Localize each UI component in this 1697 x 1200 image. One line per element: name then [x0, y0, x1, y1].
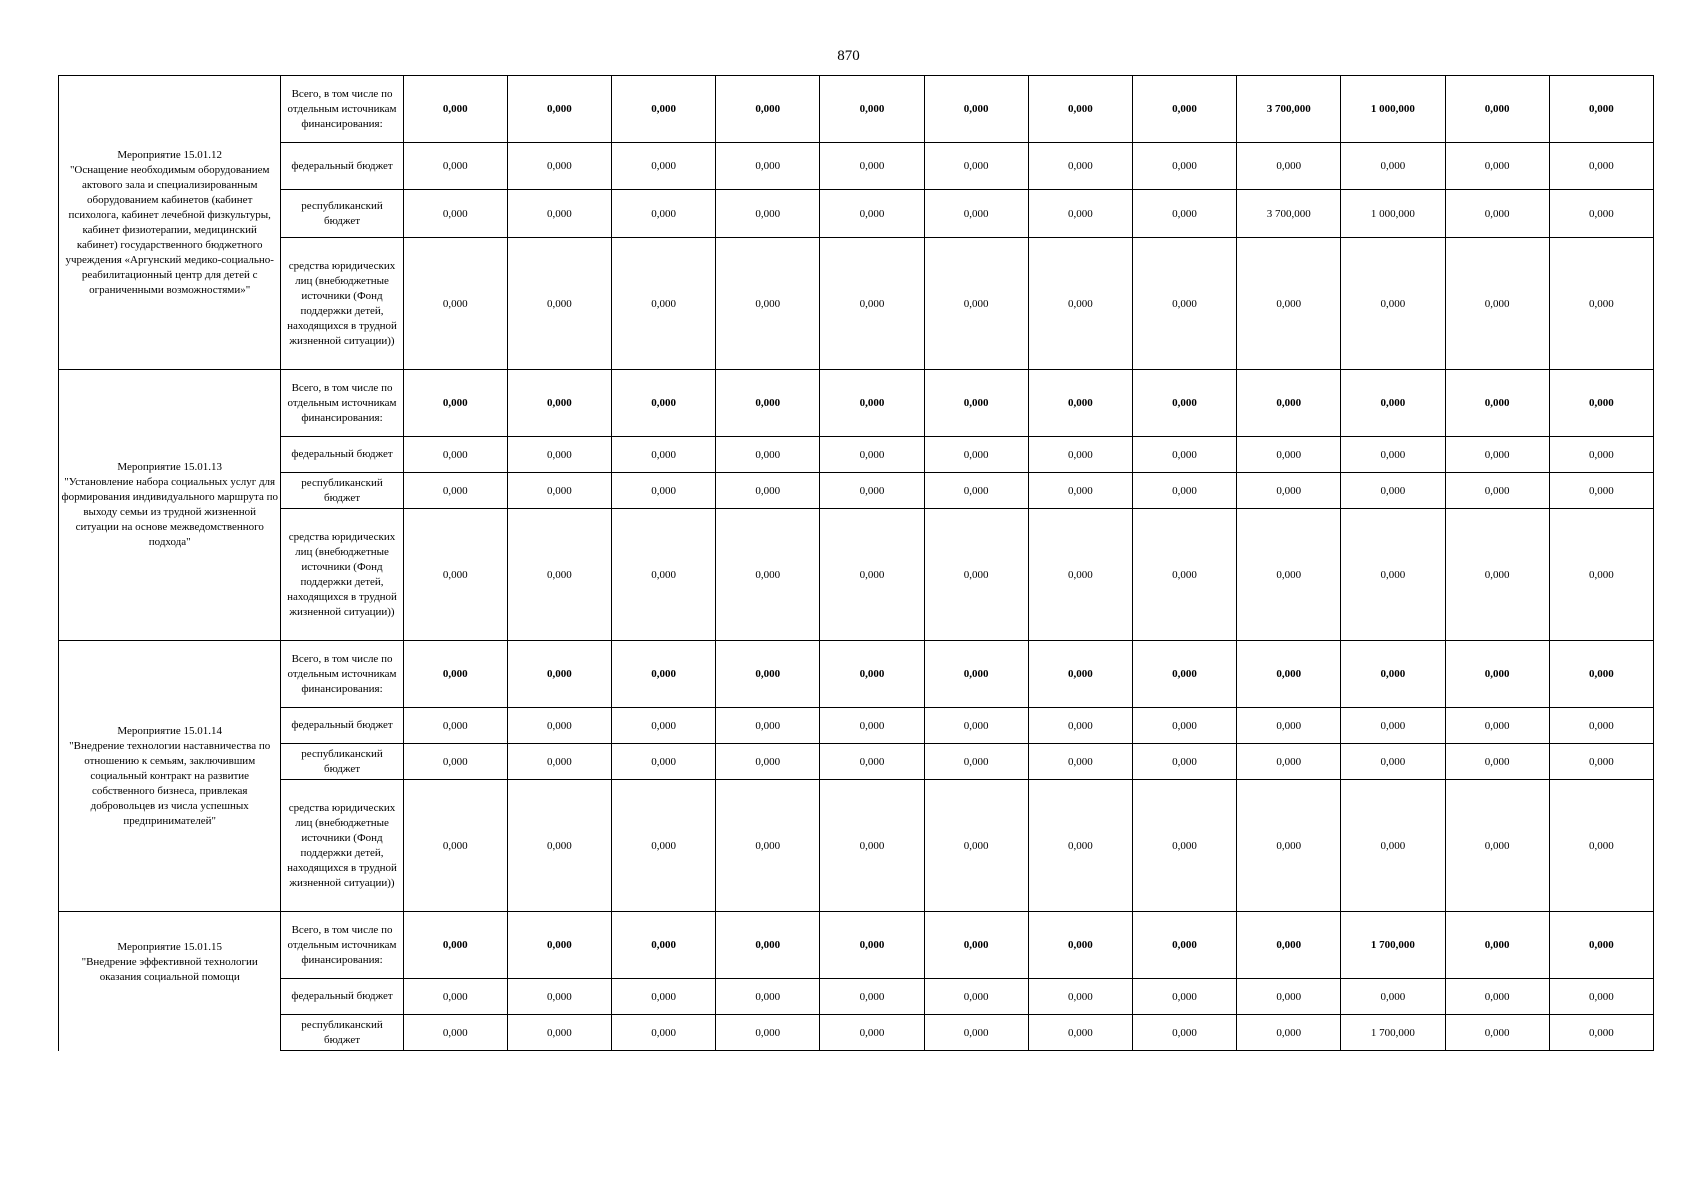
amount-cell: 0,000 — [1028, 1015, 1132, 1051]
amount-cell: 0,000 — [1341, 979, 1445, 1015]
amount-cell: 0,000 — [1237, 744, 1341, 780]
amount-cell: 0,000 — [924, 979, 1028, 1015]
amount-cell: 0,000 — [1341, 238, 1445, 370]
amount-cell: 0,000 — [507, 76, 611, 143]
amount-cell: 0,000 — [1445, 979, 1549, 1015]
amount-cell: 0,000 — [820, 190, 924, 238]
amount-cell: 0,000 — [1028, 912, 1132, 979]
funding-source-label: республиканский бюджет — [281, 190, 403, 238]
amount-cell: 0,000 — [1237, 912, 1341, 979]
amount-cell: 0,000 — [1132, 744, 1236, 780]
amount-cell: 0,000 — [1132, 238, 1236, 370]
amount-cell: 0,000 — [1237, 473, 1341, 509]
funding-row — [59, 190, 1654, 238]
amount-cell: 0,000 — [403, 437, 507, 473]
amount-cell: 0,000 — [716, 641, 820, 708]
amount-cell: 0,000 — [1028, 437, 1132, 473]
amount-cell: 0,000 — [612, 780, 716, 912]
amount-cell: 0,000 — [1549, 708, 1653, 744]
amount-cell: 0,000 — [507, 1015, 611, 1051]
amount-cell: 0,000 — [1237, 370, 1341, 437]
amount-cell: 0,000 — [1445, 76, 1549, 143]
amount-cell: 1 700,000 — [1341, 1015, 1445, 1051]
funding-source-label: средства юридических лиц (внебюджетные источники (Фонд поддержки детей, находящихся в трудной жизненной ситуации)) — [281, 238, 403, 370]
funding-source-label: средства юридических лиц (внебюджетные источники (Фонд поддержки детей, находящихся в трудной жизненной ситуации)) — [281, 780, 403, 912]
amount-cell: 0,000 — [716, 190, 820, 238]
amount-cell: 0,000 — [716, 912, 820, 979]
amount-cell: 0,000 — [1341, 780, 1445, 912]
amount-cell: 0,000 — [403, 708, 507, 744]
amount-cell: 0,000 — [1132, 912, 1236, 979]
amount-cell: 0,000 — [403, 641, 507, 708]
amount-cell: 1 000,000 — [1341, 76, 1445, 143]
amount-cell: 0,000 — [1445, 509, 1549, 641]
amount-cell: 0,000 — [403, 473, 507, 509]
funding-row — [59, 76, 1654, 143]
page-number: 870 — [837, 48, 860, 64]
funding-row — [59, 1015, 1654, 1051]
amount-cell: 0,000 — [1549, 473, 1653, 509]
amount-cell: 0,000 — [403, 370, 507, 437]
funding-source-label: республиканский бюджет — [281, 1015, 403, 1051]
funding-row — [59, 744, 1654, 780]
amount-cell: 0,000 — [1445, 641, 1549, 708]
amount-cell: 0,000 — [403, 1015, 507, 1051]
amount-cell: 0,000 — [507, 190, 611, 238]
funding-row — [59, 641, 1654, 708]
amount-cell: 0,000 — [1132, 509, 1236, 641]
amount-cell: 0,000 — [1549, 143, 1653, 190]
amount-cell: 0,000 — [820, 143, 924, 190]
amount-cell: 0,000 — [1549, 190, 1653, 238]
amount-cell: 0,000 — [1445, 912, 1549, 979]
amount-cell: 0,000 — [1132, 979, 1236, 1015]
funding-source-label: Всего, в том числе по отдельным источникам финансирования: — [281, 912, 403, 979]
amount-cell: 0,000 — [924, 238, 1028, 370]
amount-cell: 0,000 — [716, 143, 820, 190]
amount-cell: 0,000 — [820, 437, 924, 473]
amount-cell: 0,000 — [1132, 437, 1236, 473]
amount-cell: 0,000 — [612, 437, 716, 473]
amount-cell: 0,000 — [1549, 238, 1653, 370]
amount-cell: 0,000 — [716, 437, 820, 473]
amount-cell: 0,000 — [1028, 238, 1132, 370]
amount-cell: 0,000 — [507, 912, 611, 979]
amount-cell: 0,000 — [1237, 1015, 1341, 1051]
amount-cell: 0,000 — [1132, 76, 1236, 143]
amount-cell: 0,000 — [403, 238, 507, 370]
amount-cell: 0,000 — [1549, 76, 1653, 143]
amount-cell: 0,000 — [716, 509, 820, 641]
amount-cell: 0,000 — [403, 509, 507, 641]
amount-cell: 0,000 — [1132, 143, 1236, 190]
amount-cell: 0,000 — [1028, 190, 1132, 238]
amount-cell: 0,000 — [716, 780, 820, 912]
funding-source-label: республиканский бюджет — [281, 744, 403, 780]
amount-cell: 0,000 — [820, 744, 924, 780]
amount-cell: 0,000 — [612, 370, 716, 437]
amount-cell: 0,000 — [820, 1015, 924, 1051]
amount-cell: 0,000 — [1028, 76, 1132, 143]
amount-cell: 0,000 — [1445, 190, 1549, 238]
amount-cell: 0,000 — [1237, 143, 1341, 190]
amount-cell: 1 000,000 — [1341, 190, 1445, 238]
funding-table — [58, 75, 1654, 1051]
amount-cell: 0,000 — [1132, 780, 1236, 912]
funding-row — [59, 437, 1654, 473]
funding-row — [59, 238, 1654, 370]
amount-cell: 0,000 — [1132, 370, 1236, 437]
funding-source-label: федеральный бюджет — [281, 979, 403, 1015]
amount-cell: 0,000 — [924, 1015, 1028, 1051]
funding-source-label: федеральный бюджет — [281, 708, 403, 744]
amount-cell: 0,000 — [924, 509, 1028, 641]
funding-row — [59, 912, 1654, 979]
event-title: Мероприятие 15.01.12 "Оснащение необходимым оборудованием актового зала и специализированным оборудованием кабинетов (кабинет психолога, кабинет лечебной физкультуры, кабинет физиотерапии, медицинский кабинет) государственного бюджетного учреждения «Аргунский медико-социально-реабилитационный центр для детей с ограниченными возможностями»" — [59, 76, 281, 370]
amount-cell: 0,000 — [716, 370, 820, 437]
amount-cell: 0,000 — [1445, 1015, 1549, 1051]
amount-cell: 0,000 — [403, 780, 507, 912]
amount-cell: 0,000 — [1341, 143, 1445, 190]
amount-cell: 0,000 — [507, 370, 611, 437]
amount-cell: 0,000 — [1237, 979, 1341, 1015]
amount-cell: 0,000 — [1445, 370, 1549, 437]
funding-row — [59, 509, 1654, 641]
funding-source-label: республиканский бюджет — [281, 473, 403, 509]
amount-cell: 0,000 — [1549, 979, 1653, 1015]
amount-cell: 0,000 — [820, 370, 924, 437]
funding-source-label: средства юридических лиц (внебюджетные источники (Фонд поддержки детей, находящихся в трудной жизненной ситуации)) — [281, 509, 403, 641]
amount-cell: 0,000 — [1132, 190, 1236, 238]
amount-cell: 0,000 — [1132, 708, 1236, 744]
amount-cell: 0,000 — [612, 473, 716, 509]
amount-cell: 0,000 — [924, 437, 1028, 473]
amount-cell: 0,000 — [507, 708, 611, 744]
amount-cell: 0,000 — [1445, 780, 1549, 912]
amount-cell: 0,000 — [1341, 744, 1445, 780]
amount-cell: 0,000 — [1445, 708, 1549, 744]
funding-source-label: федеральный бюджет — [281, 143, 403, 190]
amount-cell: 0,000 — [1445, 238, 1549, 370]
amount-cell: 0,000 — [612, 190, 716, 238]
amount-cell: 0,000 — [403, 912, 507, 979]
funding-source-label: Всего, в том числе по отдельным источникам финансирования: — [281, 76, 403, 143]
amount-cell: 0,000 — [1028, 744, 1132, 780]
amount-cell: 3 700,000 — [1237, 76, 1341, 143]
amount-cell: 0,000 — [1445, 143, 1549, 190]
amount-cell: 1 700,000 — [1341, 912, 1445, 979]
event-title: Мероприятие 15.01.15 "Внедрение эффективной технологии оказания социальной помощи — [59, 912, 281, 1051]
amount-cell: 0,000 — [1341, 509, 1445, 641]
amount-cell: 0,000 — [820, 641, 924, 708]
event-title: Мероприятие 15.01.14 "Внедрение технологии наставничества по отношению к семьям, заключившим социальный контракт на развитие собственного бизнеса, привлекая добровольцев из числа успешных предпринимателей" — [59, 641, 281, 912]
amount-cell: 0,000 — [1028, 708, 1132, 744]
amount-cell: 0,000 — [403, 190, 507, 238]
amount-cell: 0,000 — [716, 744, 820, 780]
amount-cell: 0,000 — [1549, 912, 1653, 979]
amount-cell: 0,000 — [924, 473, 1028, 509]
amount-cell: 0,000 — [716, 979, 820, 1015]
amount-cell: 0,000 — [1028, 370, 1132, 437]
amount-cell: 0,000 — [1028, 143, 1132, 190]
amount-cell: 0,000 — [612, 509, 716, 641]
amount-cell: 0,000 — [924, 744, 1028, 780]
funding-source-label: федеральный бюджет — [281, 437, 403, 473]
amount-cell: 3 700,000 — [1237, 190, 1341, 238]
amount-cell: 0,000 — [507, 238, 611, 370]
amount-cell: 0,000 — [507, 744, 611, 780]
amount-cell: 0,000 — [1132, 641, 1236, 708]
amount-cell: 0,000 — [1341, 473, 1445, 509]
amount-cell: 0,000 — [1237, 437, 1341, 473]
amount-cell: 0,000 — [716, 1015, 820, 1051]
amount-cell: 0,000 — [507, 641, 611, 708]
amount-cell: 0,000 — [1341, 641, 1445, 708]
amount-cell: 0,000 — [1549, 437, 1653, 473]
amount-cell: 0,000 — [507, 473, 611, 509]
amount-cell: 0,000 — [507, 979, 611, 1015]
amount-cell: 0,000 — [820, 780, 924, 912]
amount-cell: 0,000 — [612, 979, 716, 1015]
amount-cell: 0,000 — [1237, 641, 1341, 708]
funding-source-label: Всего, в том числе по отдельным источникам финансирования: — [281, 641, 403, 708]
funding-row — [59, 780, 1654, 912]
amount-cell: 0,000 — [1341, 370, 1445, 437]
amount-cell: 0,000 — [924, 912, 1028, 979]
amount-cell: 0,000 — [1341, 437, 1445, 473]
amount-cell: 0,000 — [1028, 979, 1132, 1015]
amount-cell: 0,000 — [612, 76, 716, 143]
amount-cell: 0,000 — [1028, 473, 1132, 509]
funding-row — [59, 979, 1654, 1015]
amount-cell: 0,000 — [924, 370, 1028, 437]
amount-cell: 0,000 — [1132, 473, 1236, 509]
amount-cell: 0,000 — [716, 76, 820, 143]
amount-cell: 0,000 — [1445, 744, 1549, 780]
amount-cell: 0,000 — [612, 912, 716, 979]
amount-cell: 0,000 — [612, 708, 716, 744]
amount-cell: 0,000 — [1028, 509, 1132, 641]
event-title: Мероприятие 15.01.13 "Установление набора социальных услуг для формирования индивидуального маршрута по выходу семьи из трудной жизненной ситуации на основе межведомственного подхода" — [59, 370, 281, 641]
amount-cell: 0,000 — [612, 238, 716, 370]
funding-row — [59, 143, 1654, 190]
amount-cell: 0,000 — [1237, 780, 1341, 912]
amount-cell: 0,000 — [924, 708, 1028, 744]
amount-cell: 0,000 — [612, 641, 716, 708]
amount-cell: 0,000 — [1445, 437, 1549, 473]
amount-cell: 0,000 — [403, 143, 507, 190]
amount-cell: 0,000 — [507, 780, 611, 912]
amount-cell: 0,000 — [924, 143, 1028, 190]
amount-cell: 0,000 — [403, 76, 507, 143]
amount-cell: 0,000 — [1549, 1015, 1653, 1051]
amount-cell: 0,000 — [403, 744, 507, 780]
amount-cell: 0,000 — [1237, 708, 1341, 744]
amount-cell: 0,000 — [1132, 1015, 1236, 1051]
funding-row — [59, 473, 1654, 509]
amount-cell: 0,000 — [1549, 641, 1653, 708]
amount-cell: 0,000 — [1028, 641, 1132, 708]
amount-cell: 0,000 — [1237, 238, 1341, 370]
amount-cell: 0,000 — [507, 509, 611, 641]
amount-cell: 0,000 — [820, 912, 924, 979]
funding-row — [59, 708, 1654, 744]
amount-cell: 0,000 — [820, 708, 924, 744]
amount-cell: 0,000 — [612, 1015, 716, 1051]
amount-cell: 0,000 — [1237, 509, 1341, 641]
funding-row — [59, 370, 1654, 437]
amount-cell: 0,000 — [1549, 370, 1653, 437]
amount-cell: 0,000 — [924, 780, 1028, 912]
amount-cell: 0,000 — [1341, 708, 1445, 744]
amount-cell: 0,000 — [1028, 780, 1132, 912]
amount-cell: 0,000 — [716, 238, 820, 370]
amount-cell: 0,000 — [820, 473, 924, 509]
amount-cell: 0,000 — [820, 979, 924, 1015]
amount-cell: 0,000 — [924, 641, 1028, 708]
amount-cell: 0,000 — [820, 238, 924, 370]
amount-cell: 0,000 — [612, 744, 716, 780]
amount-cell: 0,000 — [820, 509, 924, 641]
amount-cell: 0,000 — [507, 143, 611, 190]
amount-cell: 0,000 — [716, 473, 820, 509]
amount-cell: 0,000 — [924, 190, 1028, 238]
amount-cell: 0,000 — [1549, 744, 1653, 780]
amount-cell: 0,000 — [1549, 780, 1653, 912]
amount-cell: 0,000 — [716, 708, 820, 744]
amount-cell: 0,000 — [924, 76, 1028, 143]
amount-cell: 0,000 — [820, 76, 924, 143]
amount-cell: 0,000 — [403, 979, 507, 1015]
amount-cell: 0,000 — [507, 437, 611, 473]
amount-cell: 0,000 — [612, 143, 716, 190]
amount-cell: 0,000 — [1445, 473, 1549, 509]
amount-cell: 0,000 — [1549, 509, 1653, 641]
funding-source-label: Всего, в том числе по отдельным источникам финансирования: — [281, 370, 403, 437]
